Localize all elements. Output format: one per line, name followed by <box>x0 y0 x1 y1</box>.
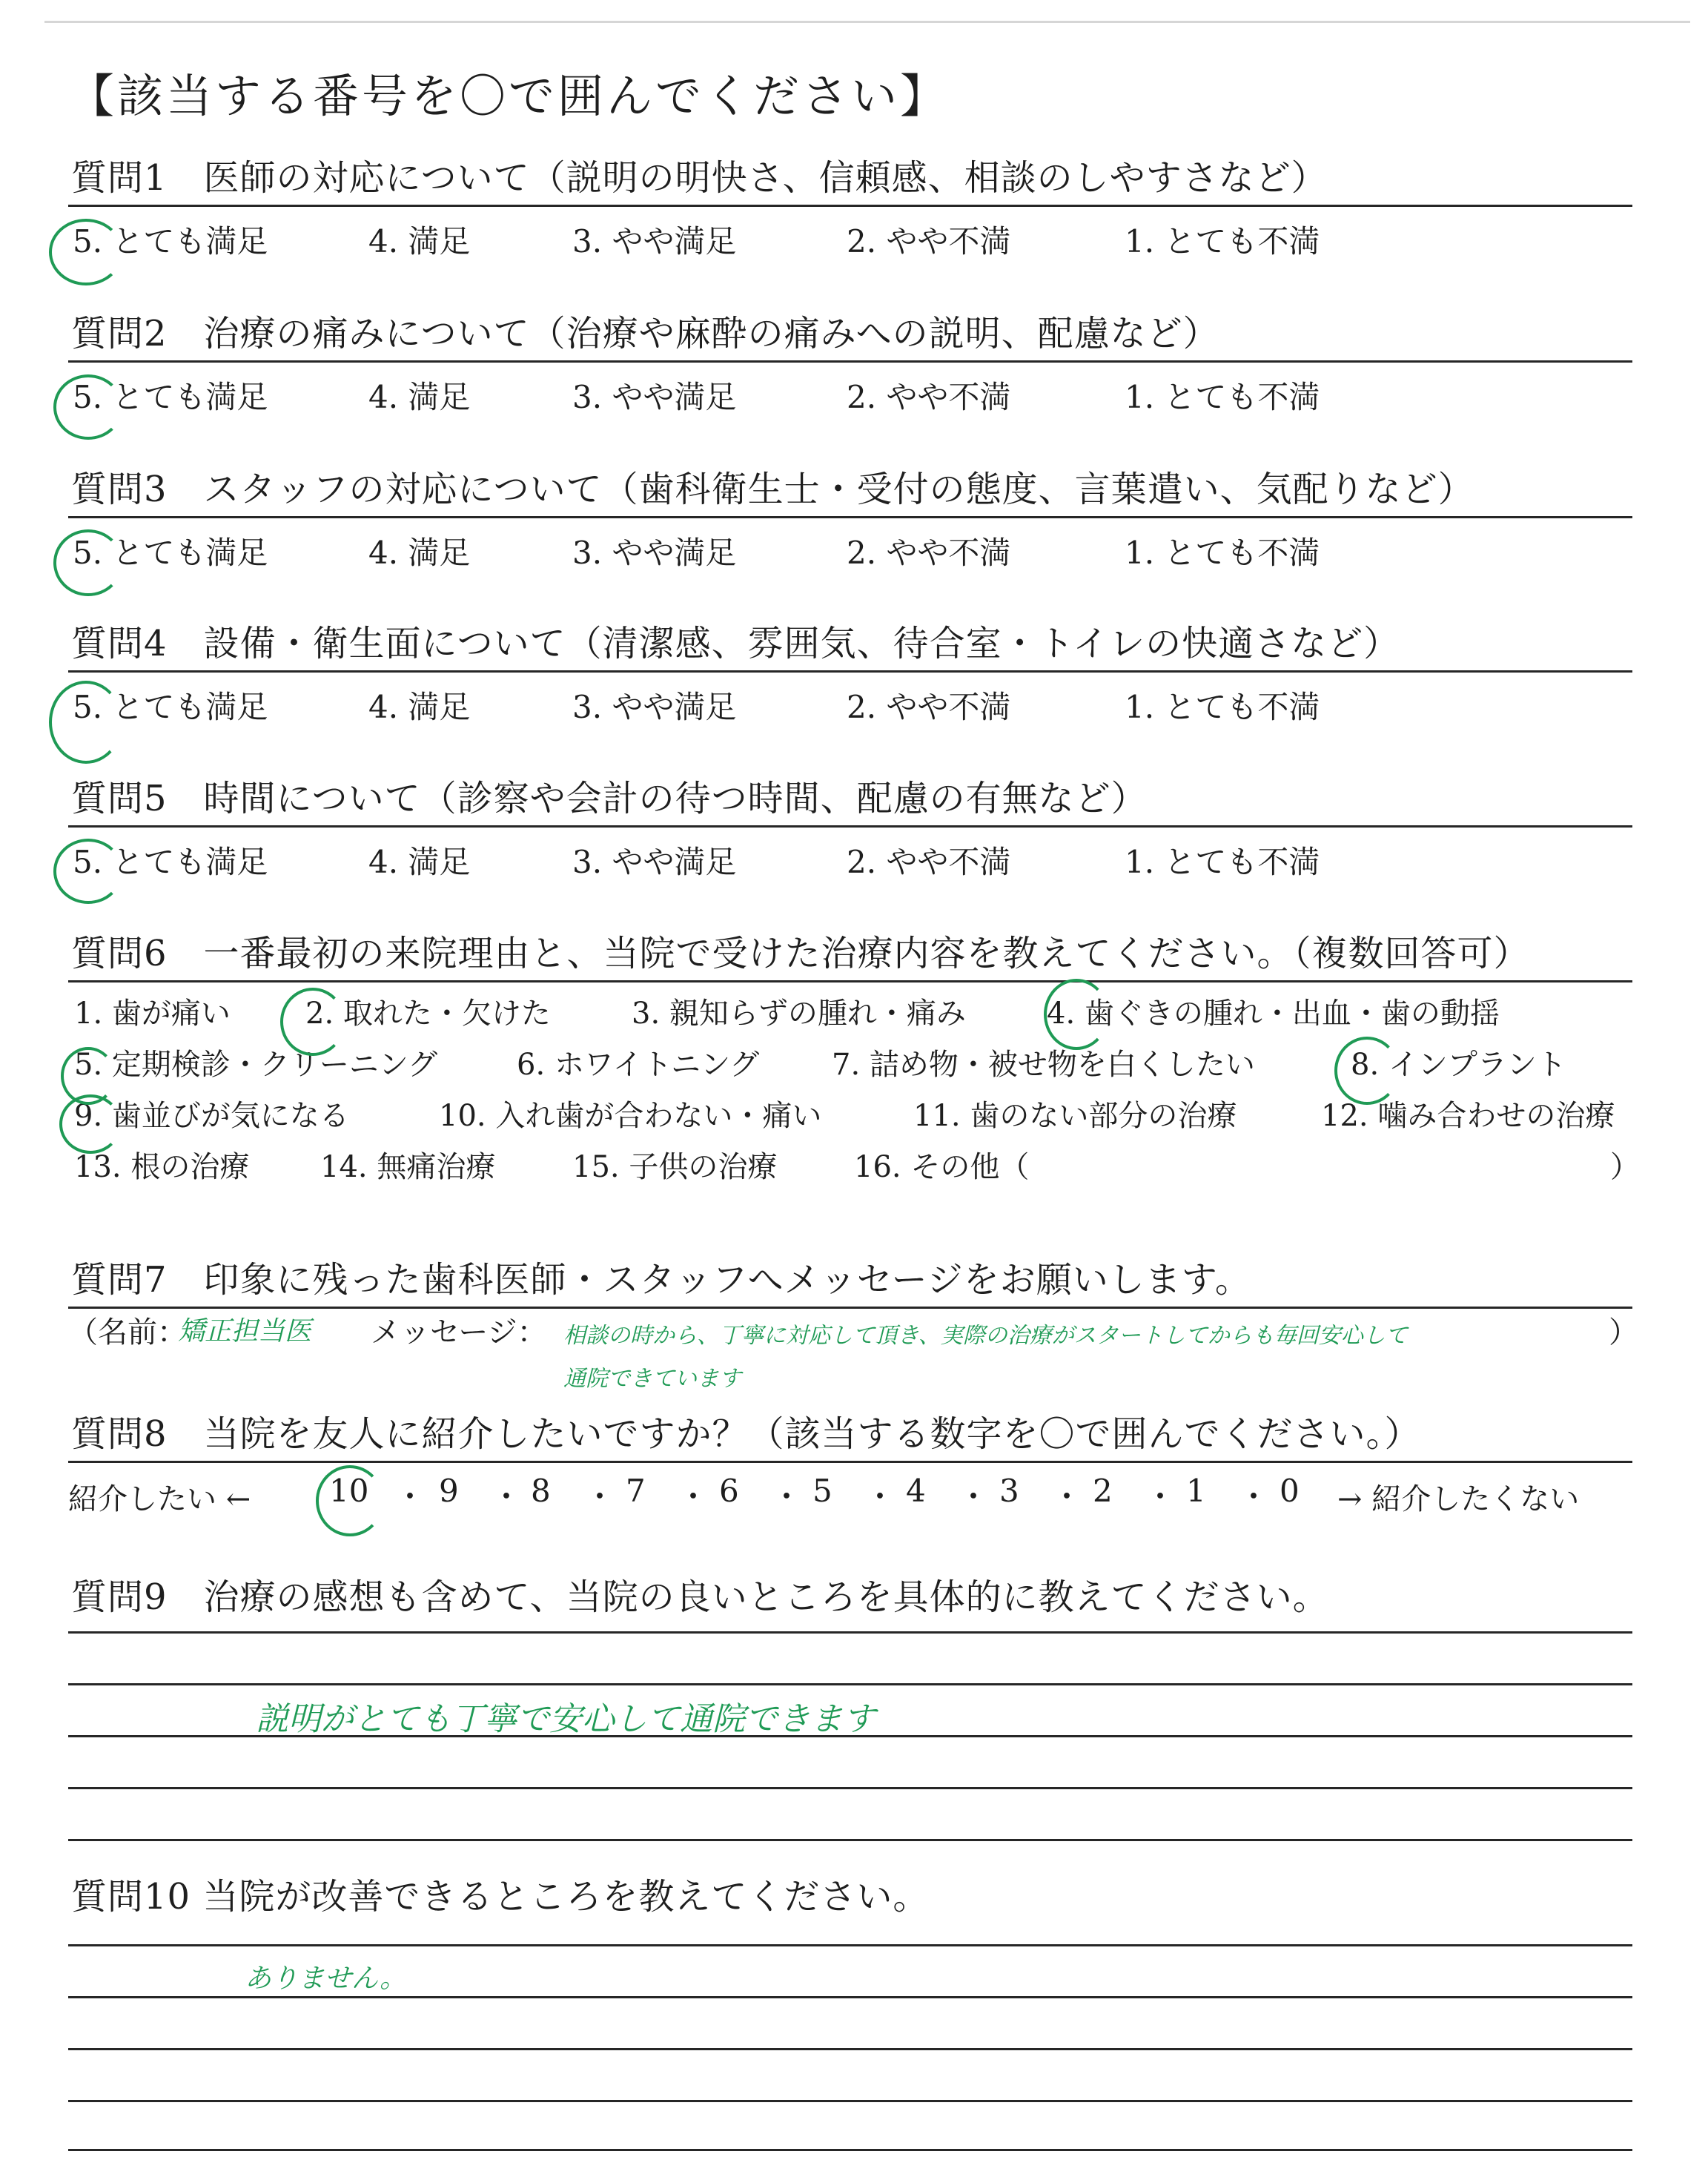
option-5[interactable]: 5. とても満足 <box>73 223 268 260</box>
option-5[interactable]: 5. とても満足 <box>73 535 268 571</box>
option-3[interactable]: 3. やや満足 <box>572 844 737 880</box>
message-close <box>1609 1309 1638 1351</box>
scale-dot: ・ <box>491 1479 523 1515</box>
scale-0[interactable]: 0 <box>1280 1473 1300 1509</box>
scale-3[interactable]: 3 <box>999 1473 1019 1509</box>
scale-1[interactable]: 1 <box>1186 1473 1206 1509</box>
reason-option-1[interactable]: 1. 歯が痛い <box>74 997 231 1031</box>
reason-option-5[interactable]: 5. 定期検診・クリーニング <box>74 1048 438 1082</box>
option-4[interactable]: 4. 満足 <box>368 689 471 725</box>
answer-line <box>68 1839 1632 1841</box>
question-4 <box>68 607 1632 724</box>
option-4[interactable]: 4. 満足 <box>368 535 471 571</box>
scale-dot: ・ <box>771 1479 803 1515</box>
selection-circle <box>280 988 345 1056</box>
question-title: 質問8 当院を友人に紹介したいですか？（該当する数字を〇で囲んでください。） <box>71 1413 1421 1455</box>
selection-circle <box>49 681 123 764</box>
scale-dot: ・ <box>1051 1479 1083 1515</box>
q9-answer[interactable]: 説明がとても丁寧で安心して通院できます <box>256 1700 875 1738</box>
other-close-paren: ） <box>1610 1150 1640 1184</box>
page-heading: 【該当する番号を〇で囲んでください】 <box>68 69 950 123</box>
scale-8[interactable]: 8 <box>531 1473 551 1509</box>
question-title: 質問4 設備・衛生面について（清潔感、雰囲気、待合室・トイレの快適さなど） <box>71 623 1400 664</box>
reason-option-2[interactable]: 2. 取れた・欠けた <box>305 997 551 1031</box>
scale-dot: ・ <box>958 1479 990 1515</box>
option-5[interactable]: 5. とても満足 <box>73 844 268 880</box>
option-3[interactable]: 3. やや満足 <box>572 223 737 260</box>
option-2[interactable]: 2. やや不満 <box>847 223 1011 260</box>
reason-option-7[interactable]: 7. 詰め物・被せ物を白くしたい <box>832 1048 1255 1082</box>
reason-option-4[interactable]: 4. 歯ぐきの腫れ・出血・歯の動揺 <box>1047 997 1500 1031</box>
message-row <box>68 1309 187 1351</box>
question-9 <box>68 1557 1632 1624</box>
reason-option-3[interactable]: 3. 親知らずの腫れ・痛み <box>632 997 966 1031</box>
rating-options <box>68 363 1632 415</box>
scale-left-label: 紹介したい ← <box>68 1482 251 1516</box>
rating-options <box>68 207 1632 259</box>
scale-dot: ・ <box>864 1479 896 1515</box>
q10-answer[interactable]: ありません。 <box>245 1964 407 1994</box>
selection-circle <box>316 1465 384 1536</box>
question-title: 質問10 当院が改善できるところを教えてください。 <box>71 1876 930 1918</box>
reason-option-16[interactable]: 16. その他（ <box>854 1150 1030 1184</box>
answer-line <box>68 1631 1632 1634</box>
option-4[interactable]: 4. 満足 <box>368 379 471 415</box>
option-3[interactable]: 3. やや満足 <box>572 379 737 415</box>
question-title: 質問6 一番最初の来院理由と、当院で受けた治療内容を教えてください。（複数回答可） <box>71 933 1530 974</box>
reason-option-15[interactable]: 15. 子供の治療 <box>572 1150 778 1184</box>
option-1[interactable]: 1. とても不満 <box>1125 535 1320 571</box>
option-1[interactable]: 1. とても不満 <box>1125 689 1320 725</box>
selection-circle <box>53 374 123 440</box>
rating-options <box>68 518 1632 570</box>
option-2[interactable]: 2. やや不満 <box>847 535 1011 571</box>
selection-circle <box>53 839 123 904</box>
option-5[interactable]: 5. とても満足 <box>73 379 268 415</box>
question-title: 質問7 印象に残った歯科医師・スタッフへメッセージをお願いします。 <box>71 1259 1251 1301</box>
message-close-paren: ） <box>1609 1315 1638 1350</box>
question-10 <box>68 1861 1632 1923</box>
reason-option-10[interactable]: 10. 入れ歯が合わない・痛い <box>439 1099 822 1133</box>
question-5 <box>68 762 1632 879</box>
scale-dot: ・ <box>1238 1479 1270 1515</box>
reason-option-13[interactable]: 13. 根の治療 <box>74 1150 250 1184</box>
option-3[interactable]: 3. やや満足 <box>572 535 737 571</box>
scale-4[interactable]: 4 <box>906 1473 926 1509</box>
scale-7[interactable]: 7 <box>626 1473 646 1509</box>
reason-option-12[interactable]: 12. 噛み合わせの治療 <box>1321 1099 1615 1133</box>
reason-option-9[interactable]: 9. 歯並びが気になる <box>74 1099 349 1133</box>
question-8 <box>68 1394 1632 1463</box>
answer-line <box>68 2100 1632 2102</box>
scale-6[interactable]: 6 <box>719 1473 739 1509</box>
scale-9[interactable]: 9 <box>439 1473 459 1509</box>
scale-5[interactable]: 5 <box>812 1473 833 1509</box>
option-1[interactable]: 1. とても不満 <box>1125 844 1320 880</box>
option-2[interactable]: 2. やや不満 <box>847 379 1011 415</box>
question-7 <box>68 1238 1632 1309</box>
selection-circle <box>1044 979 1109 1050</box>
question-3 <box>68 452 1632 570</box>
option-2[interactable]: 2. やや不満 <box>847 844 1011 880</box>
name-label: （名前： <box>68 1315 187 1350</box>
option-1[interactable]: 1. とても不満 <box>1125 223 1320 260</box>
question-title: 質問9 治療の感想も含めて、当院の良いところを具体的に教えてください。 <box>71 1576 1329 1618</box>
answer-line <box>68 1683 1632 1685</box>
answer-line <box>68 2149 1632 2151</box>
rating-options <box>68 828 1632 879</box>
question-2 <box>68 297 1632 415</box>
reason-option-11[interactable]: 11. 歯のない部分の治療 <box>913 1099 1237 1133</box>
reason-option-6[interactable]: 6. ホワイトニング <box>517 1048 760 1082</box>
message-label-row <box>371 1309 547 1351</box>
scale-2[interactable]: 2 <box>1093 1473 1113 1509</box>
scale-10[interactable]: 10 <box>329 1473 369 1509</box>
reason-option-8[interactable]: 8. インプラント <box>1351 1048 1566 1082</box>
option-5[interactable]: 5. とても満足 <box>73 689 268 725</box>
message-label: メッセージ： <box>371 1315 547 1350</box>
question-1 <box>68 141 1632 259</box>
option-4[interactable]: 4. 満足 <box>368 844 471 880</box>
answer-line <box>68 1944 1632 1946</box>
answer-line <box>68 1787 1632 1789</box>
question-title: 質問3 スタッフの対応について（歯科衛生士・受付の態度、言葉遣い、気配りなど） <box>71 469 1474 510</box>
option-1[interactable]: 1. とても不満 <box>1125 379 1320 415</box>
selection-circle <box>49 219 123 285</box>
option-4[interactable]: 4. 満足 <box>368 223 471 260</box>
option-2[interactable]: 2. やや不満 <box>847 689 1011 725</box>
scan-top-edge <box>44 21 1690 23</box>
selection-circle <box>1334 1037 1400 1105</box>
message-value-line-1[interactable]: 相談の時から、丁寧に対応して頂き、実際の治療がスタートしてからも毎回安心して <box>563 1323 1408 1349</box>
option-3[interactable]: 3. やや満足 <box>572 689 737 725</box>
scale-dot: ・ <box>394 1479 426 1515</box>
reason-option-14[interactable]: 14. 無痛治療 <box>320 1150 496 1184</box>
scale-dot: ・ <box>584 1479 616 1515</box>
selection-circle <box>53 529 123 596</box>
referral-scale <box>68 1462 1632 1522</box>
scale-dot: ・ <box>678 1479 709 1515</box>
question-title: 質問5 時間について（診察や会計の待つ時間、配慮の有無など） <box>71 778 1148 819</box>
answer-line <box>68 1996 1632 1998</box>
scale-right-label: → 紹介したくない <box>1337 1482 1580 1516</box>
question-title: 質問2 治療の痛みについて（治療や麻酔の痛みへの説明、配慮など） <box>71 313 1219 354</box>
scale-dot: ・ <box>1145 1479 1176 1515</box>
rating-options <box>68 673 1632 724</box>
selection-circle <box>59 1094 122 1154</box>
name-value[interactable]: 矯正担当医 <box>178 1316 312 1347</box>
question-title: 質問1 医師の対応について（説明の明快さ、信頼感、相談のしやすさなど） <box>71 157 1328 199</box>
message-value-line-2[interactable]: 通院できています <box>563 1366 741 1392</box>
answer-line <box>68 2048 1632 2050</box>
